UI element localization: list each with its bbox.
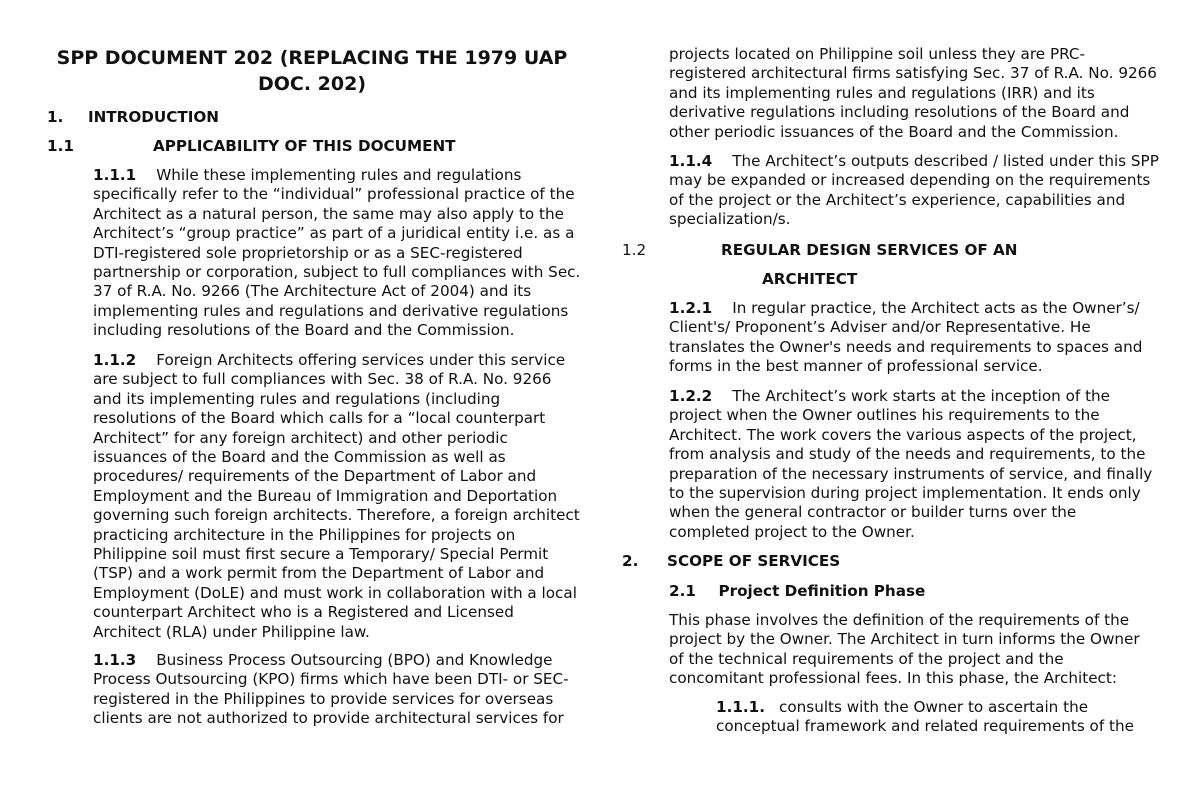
paragraph-1-1-1: [93, 166, 581, 341]
section-1-2-number: 1.2: [622, 241, 647, 259]
document-title: SPP DOCUMENT 202 (REPLACING THE 1979 UAP DOC. 202): [56, 47, 568, 95]
section-1-heading: [47, 108, 219, 127]
paragraph-text: The Architect’s outputs described / listed under this SPP may be expanded or increased depending on the requirements of the project or the Architect’s experience, capabilities and specialization/s.: [669, 152, 1159, 229]
paragraph-text: Business Process Outsourcing (BPO) and Knowledge Process Outsourcing (KPO) firms which have been DTI- or SEC-registered in the Philippines to provide services for overseas clients are not authorized to provide architectural services for: [93, 651, 569, 728]
section-1-1-heading: [47, 137, 456, 156]
section-title: SCOPE OF SERVICES: [667, 552, 841, 570]
section-number: 2.1: [669, 582, 696, 600]
paragraph-number: 1.1.3: [93, 651, 137, 669]
paragraph-text: In regular practice, the Architect acts as the Owner’s/ Client's/ Proponent’s Adviser and/or Representative. He translates the Owner's needs and requirements to spaces and forms in the best manner of professional service.: [669, 299, 1143, 376]
paragraph-2-1: [669, 611, 1159, 689]
section-number: 2.: [622, 552, 639, 570]
section-1-2-title-line-1: REGULAR DESIGN SERVICES OF AN: [721, 241, 1018, 259]
paragraph-1-2-1: [669, 299, 1159, 377]
paragraph-text: Foreign Architects offering services under this service are subject to full compliances with Sec. 38 of R.A. No. 9266 and its implementing rules and regulations (including resolutions of the Board which calls for a “local counterpart Architect” for any foreign architect) and other periodic issuances of the Board and the Commission as well as procedures/ requirements of the Department of Labor and Employment and the Bureau of Immigration and Deportation governing such foreign architects. Therefore, a foreign architect practicing architecture in the Philippines for projects on Philippine soil must first secure a Temporary/ Special Permit (TSP) and a work permit from the Department of Labor and Employment (DoLE) and must work in collaboration with a local counterpart Architect who is a Registered and Licensed Architect (RLA) under Philippine law.: [93, 351, 580, 641]
paragraph-1-1-3: [93, 651, 581, 729]
section-title: INTRODUCTION: [87, 108, 219, 126]
paragraph-text: While these implementing rules and regulations specifically refer to the “individual” professional practice of the Architect as a natural person, the same may also apply to the Architect’s “group practice” as part of a juridical entity i.e. as a DTI-registered sole proprietorship or as a SEC-registered partnership or corporation, subject to full compliances with Sec. 37 of R.A. No. 9266 (The Architecture Act of 2004) and its implementing rules and regulations and derivative regulations including resolutions of the Board and the Commission.: [93, 166, 581, 340]
paragraph-1-1-2: [93, 351, 581, 642]
section-2-heading: [622, 552, 841, 571]
paragraph-number: 1.1.4: [669, 152, 713, 170]
paragraph-number: 1.2.2: [669, 387, 713, 405]
section-number: 1.: [47, 108, 64, 126]
section-number: 1.1: [47, 137, 74, 155]
paragraph-1-1-4: [669, 152, 1159, 230]
section-title: Project Definition Phase: [718, 582, 926, 600]
paragraph-text: The Architect’s work starts at the inception of the project when the Owner outlines his requirements to the Architect. The work covers the various aspects of the project, from analysis and study of the needs and requirements, to the preparation of the necessary instruments of service, and finally to the supervision during project implementation. It ends only when the general contractor or builder turns over the completed project to the Owner.: [669, 387, 1153, 541]
paragraph-number: 1.1.2: [93, 351, 137, 369]
paragraph-number: 1.2.1: [669, 299, 713, 317]
paragraph-2-1-item-1: [716, 698, 1156, 737]
paragraph-number: 1.1.1.: [716, 698, 766, 716]
paragraph-text: projects located on Philippine soil unless they are PRC-registered architectural firms satisfying Sec. 37 of R.A. No. 9266 and its implementing rules and regulations (IRR) and its derivative regulations including resolutions of the Board and other periodic issuances of the Board and the Commission.: [669, 45, 1157, 141]
paragraph-text: consults with the Owner to ascertain the conceptual framework and related requirements of the: [716, 698, 1134, 736]
paragraph-number: 1.1.1: [93, 166, 137, 184]
section-2-1-heading: [669, 582, 925, 601]
paragraph-1-2-2: [669, 387, 1159, 542]
paragraph-text: This phase involves the definition of the requirements of the project by the Owner. The Architect in turn informs the Owner of the technical requirements of the project and the concomitant professional fees. In this phase, the Architect:: [669, 611, 1140, 688]
section-title: APPLICABILITY OF THIS DOCUMENT: [153, 137, 456, 155]
section-1-2-title-line-2: ARCHITECT: [762, 270, 858, 288]
paragraph-1-1-3-continued: [669, 45, 1159, 142]
